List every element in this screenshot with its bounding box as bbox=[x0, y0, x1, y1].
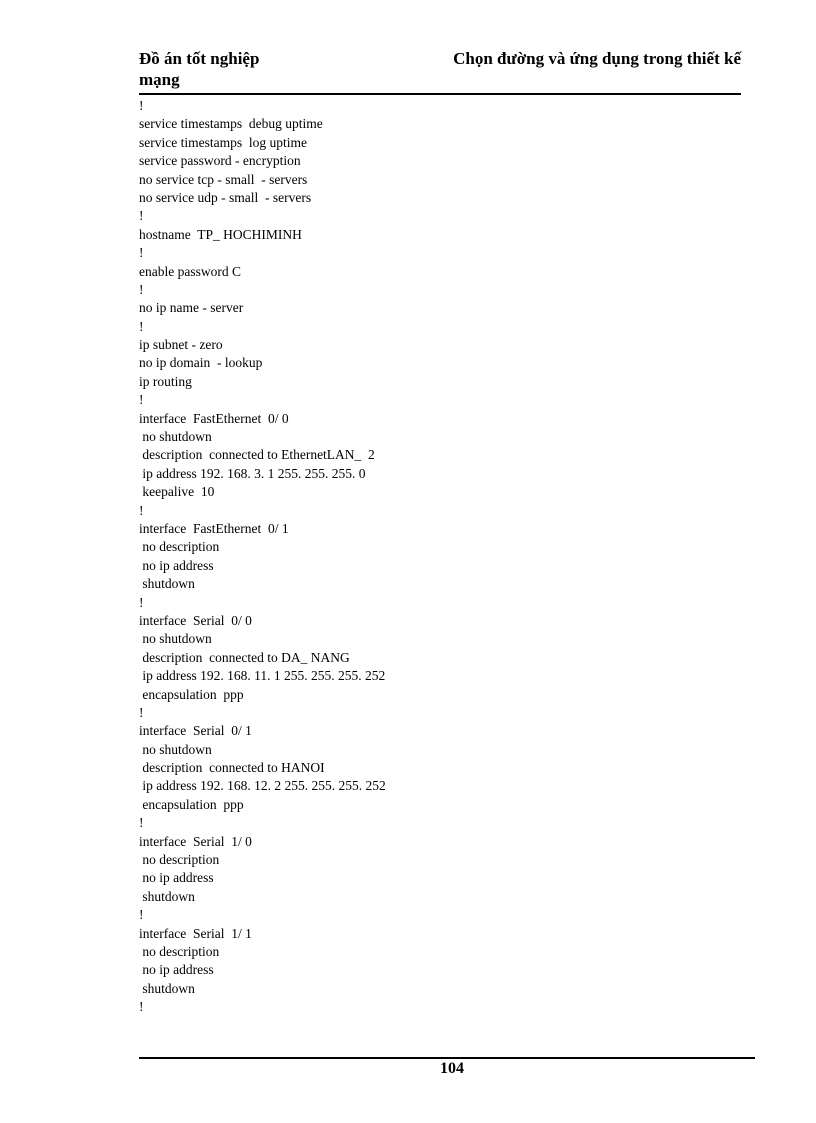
config-line: service timestamps log uptime bbox=[139, 134, 307, 150]
config-line: shutdown bbox=[139, 576, 195, 592]
config-line: ! bbox=[139, 704, 144, 720]
config-line: ip subnet - zero bbox=[139, 337, 223, 353]
config-line: ! bbox=[139, 815, 144, 831]
config-line: ! bbox=[139, 907, 144, 923]
config-line: ! bbox=[139, 208, 144, 224]
page-header bbox=[139, 48, 741, 94]
config-line: no ip address bbox=[139, 557, 214, 573]
config-line: interface Serial 1/ 1 bbox=[139, 925, 252, 941]
router-config-listing bbox=[139, 97, 739, 1017]
config-line: ! bbox=[139, 999, 144, 1015]
config-line: no ip name - server bbox=[139, 300, 244, 316]
config-line: no description bbox=[139, 852, 220, 868]
config-line: enable password C bbox=[139, 263, 241, 279]
config-line: ! bbox=[139, 594, 144, 610]
config-line: encapsulation ppp bbox=[139, 686, 244, 702]
config-line: description connected to HANOI bbox=[139, 760, 325, 776]
config-line: keepalive 10 bbox=[139, 484, 215, 500]
config-line: no service tcp - small - servers bbox=[139, 171, 308, 187]
config-line: no ip domain - lookup bbox=[139, 355, 263, 371]
config-line: shutdown bbox=[139, 980, 195, 996]
config-line: interface Serial 0/ 1 bbox=[139, 723, 252, 739]
config-line: ! bbox=[139, 98, 144, 113]
header-right-title: Chọn đường và ứng dụng trong thiết kế bbox=[453, 49, 741, 68]
page-number: 104 bbox=[440, 1060, 464, 1077]
config-line: shutdown bbox=[139, 888, 195, 904]
config-line: no description bbox=[139, 539, 220, 555]
config-line: interface FastEthernet 0/ 0 bbox=[139, 410, 289, 426]
config-line: service timestamps debug uptime bbox=[139, 116, 323, 132]
header-left-title: Đồ án tốt nghiệp mạng bbox=[139, 49, 260, 89]
config-line: ip address 192. 168. 11. 1 255. 255. 255. 252 bbox=[139, 668, 386, 684]
config-line: ! bbox=[139, 245, 144, 261]
config-line: interface Serial 0/ 0 bbox=[139, 612, 252, 628]
config-line: description connected to DA_ NANG bbox=[139, 649, 350, 665]
config-line: description connected to EthernetLAN_ 2 bbox=[139, 447, 375, 463]
config-line: interface Serial 1/ 0 bbox=[139, 833, 252, 849]
header-divider bbox=[139, 93, 741, 95]
config-line: no ip address bbox=[139, 870, 214, 886]
config-line: interface FastEthernet 0/ 1 bbox=[139, 520, 289, 536]
config-line: ! bbox=[139, 392, 144, 408]
config-line: ! bbox=[139, 318, 144, 334]
footer-divider bbox=[139, 1057, 755, 1059]
config-line: service password - encryption bbox=[139, 153, 301, 169]
config-line: no ip address bbox=[139, 962, 214, 978]
config-line: encapsulation ppp bbox=[139, 796, 244, 812]
config-line: ! bbox=[139, 502, 144, 518]
config-line: no shutdown bbox=[139, 741, 212, 757]
config-line: ip address 192. 168. 3. 1 255. 255. 255. 0 bbox=[139, 465, 366, 481]
config-line: no shutdown bbox=[139, 429, 212, 445]
config-line: no service udp - small - servers bbox=[139, 189, 312, 205]
config-line: ip routing bbox=[139, 373, 192, 389]
config-line: no shutdown bbox=[139, 631, 212, 647]
config-line: ip address 192. 168. 12. 2 255. 255. 255. 252 bbox=[139, 778, 386, 794]
config-line: ! bbox=[139, 281, 144, 297]
config-line: no description bbox=[139, 943, 220, 959]
config-line: hostname TP_ HOCHIMINH bbox=[139, 226, 302, 242]
